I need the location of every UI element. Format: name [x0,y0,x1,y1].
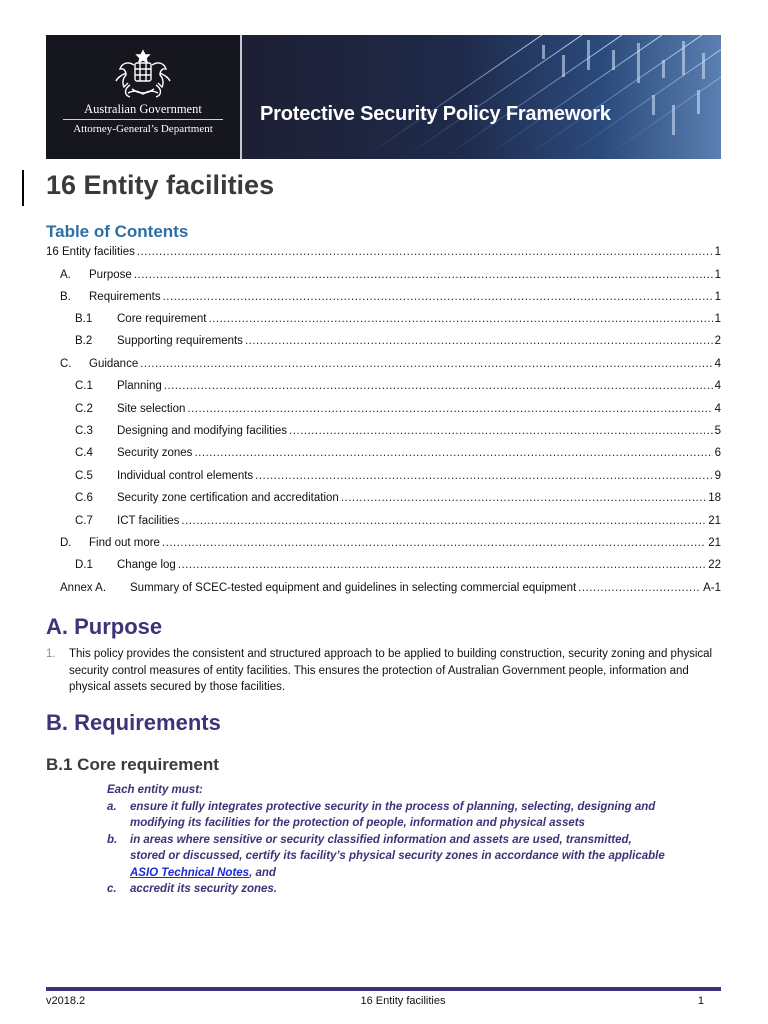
toc-entry-label: 16 Entity facilities [46,246,135,258]
requirement-item [107,832,667,882]
government-name: Australian Government [84,102,202,116]
change-bar [22,170,24,206]
core-requirement-box [107,782,667,898]
toc-leader [289,425,713,437]
toc-entry[interactable] [46,380,721,395]
toc-entry-label: Summary of SCEC-tested equipment and guidelines in selecting commercial equipment [130,582,577,594]
data-lines-decoration [242,35,721,159]
document-title: 16 Entity facilities [46,170,275,200]
toc-entry-page: 2 [714,335,721,347]
toc-entry-page: 1 [714,269,721,281]
toc-entry-page: 1 [714,313,721,325]
toc-entry-label: Designing and modifying facilities [117,425,288,437]
purpose-paragraph [46,646,726,696]
toc-entry[interactable] [46,291,721,306]
banner-background-art [242,35,721,159]
toc-leader [245,335,713,347]
toc-entry[interactable] [46,269,721,284]
toc-leader [134,269,713,281]
toc-title: Table of Contents [46,222,189,241]
toc-leader [194,447,712,459]
toc-entry[interactable] [46,470,721,485]
toc-entry-page: 21 [708,537,721,549]
toc-entry-page: 5 [714,425,721,437]
toc-entry[interactable] [46,559,721,574]
toc-leader [578,582,701,594]
toc-entry-label: Individual control elements [117,470,254,482]
toc-entry[interactable] [46,492,721,507]
toc-leader [341,492,706,504]
toc-entry[interactable] [46,425,721,440]
toc-entry-number: A. [60,269,71,281]
toc-leader [208,313,712,325]
toc-entry-label: Planning [117,380,162,392]
footer-title: 16 Entity facilities [360,995,446,1007]
toc-entry-page: 1 [714,246,721,258]
requirement-letter: b. [107,833,118,846]
toc-entry[interactable] [46,582,721,597]
requirement-text: ensure it fully integrates protective security in the process of planning, selecting, designing and modifying its facilities for the protection of people, information and physical assets [130,800,656,829]
toc-entry-label: Guidance [89,358,139,370]
toc-leader [162,537,706,549]
toc-entry-number: C.5 [75,470,93,482]
toc-entry[interactable] [46,403,721,418]
toc-entry-label: Supporting requirements [117,335,243,347]
toc-entry-number: B. [60,291,71,303]
toc-entry-page: 22 [708,559,721,571]
core-requirement-heading: B.1 Core requirement [46,755,219,774]
toc-entry-page: 4 [714,380,721,392]
requirement-text-end: , and [249,866,276,879]
toc-leader [137,246,713,258]
toc-leader [187,403,712,415]
toc-entry[interactable] [46,313,721,328]
toc-entry-page: 18 [708,492,721,504]
asio-technical-notes-link[interactable]: ASIO Technical Notes [130,866,250,879]
toc-entry-label: Requirements [89,291,161,303]
toc-entry[interactable] [46,335,721,350]
toc-entry-number: B.2 [75,335,93,347]
toc-entry-label: Site selection [117,403,186,415]
toc-entry-number: C.6 [75,492,93,504]
footer-page-number: 1 [697,995,704,1007]
toc-entry-label: Core requirement [117,313,207,325]
purpose-heading: A. Purpose [46,614,163,639]
toc-entry-number: C.4 [75,447,93,459]
requirement-intro: Each entity must: [107,784,203,796]
toc-entry-page: 9 [714,470,721,482]
toc-entry[interactable] [46,358,721,373]
toc-entry-page: 4 [714,403,721,415]
toc-entry-number: C.7 [75,515,93,527]
toc-entry-number: C.1 [75,380,93,392]
department-name: Attorney-General’s Department [73,123,213,135]
toc-entry-number: C.3 [75,425,93,437]
toc-entry[interactable] [46,447,721,462]
toc-entry-number: D.1 [75,559,93,571]
toc-entry-label: Security zones [117,447,193,459]
toc-entry-label: Security zone certification and accreditation [117,492,339,504]
requirement-item [107,881,667,898]
requirement-text: accredit its security zones. [130,883,278,895]
toc-entry-number: C. [60,358,72,370]
toc-leader [178,559,706,571]
requirement-letter: c. [107,883,117,895]
toc-entry-page: 21 [708,515,721,527]
toc-entry-page: 4 [714,358,721,370]
toc-entry-label: Change log [117,559,176,571]
government-logo-panel [46,35,242,159]
toc-entry-number: Annex A. [60,582,107,594]
toc-leader [140,358,712,370]
toc-leader [163,291,713,303]
footer-version: v2018.2 [46,995,86,1007]
logo-divider [63,119,223,120]
toc-entry-number: C.2 [75,403,93,415]
header-banner [46,35,721,159]
framework-title: Protective Security Policy Framework [260,103,611,125]
toc-entry-number: B.1 [75,313,93,325]
toc-entry-page: 1 [714,291,721,303]
toc-entry-page: A-1 [703,582,721,594]
toc-entry-label: Purpose [89,269,132,281]
toc-leader [255,470,712,482]
toc-entry-label: Find out more [89,537,160,549]
requirements-heading: B. Requirements [46,710,221,735]
toc-entry-label: ICT facilities [117,515,180,527]
requirement-item [107,799,667,832]
toc-entry-page: 6 [714,447,721,459]
toc-leader [181,515,706,527]
requirement-text: in areas where sensitive or security classified information and assets are used, transmitted, stored or discussed, certify its facility’s physical security zones in accordance with the applicable [130,833,665,862]
toc-entry[interactable] [46,246,721,261]
paragraph-text: This policy provides the consistent and structured approach to be applied to building construction, security zoning and physical security control measures of entity facilities. This ensures the protection of Australian Government people, information and physical assets secured by those facilities. [69,648,713,693]
coat-of-arms-icon [108,49,178,101]
paragraph-number: 1. [46,648,56,660]
requirement-letter: a. [107,800,117,813]
toc-leader [164,380,713,392]
toc-entry[interactable] [46,537,721,552]
toc-entry[interactable] [46,515,721,530]
footer-divider [46,987,721,991]
toc-entry-number: D. [60,537,72,549]
